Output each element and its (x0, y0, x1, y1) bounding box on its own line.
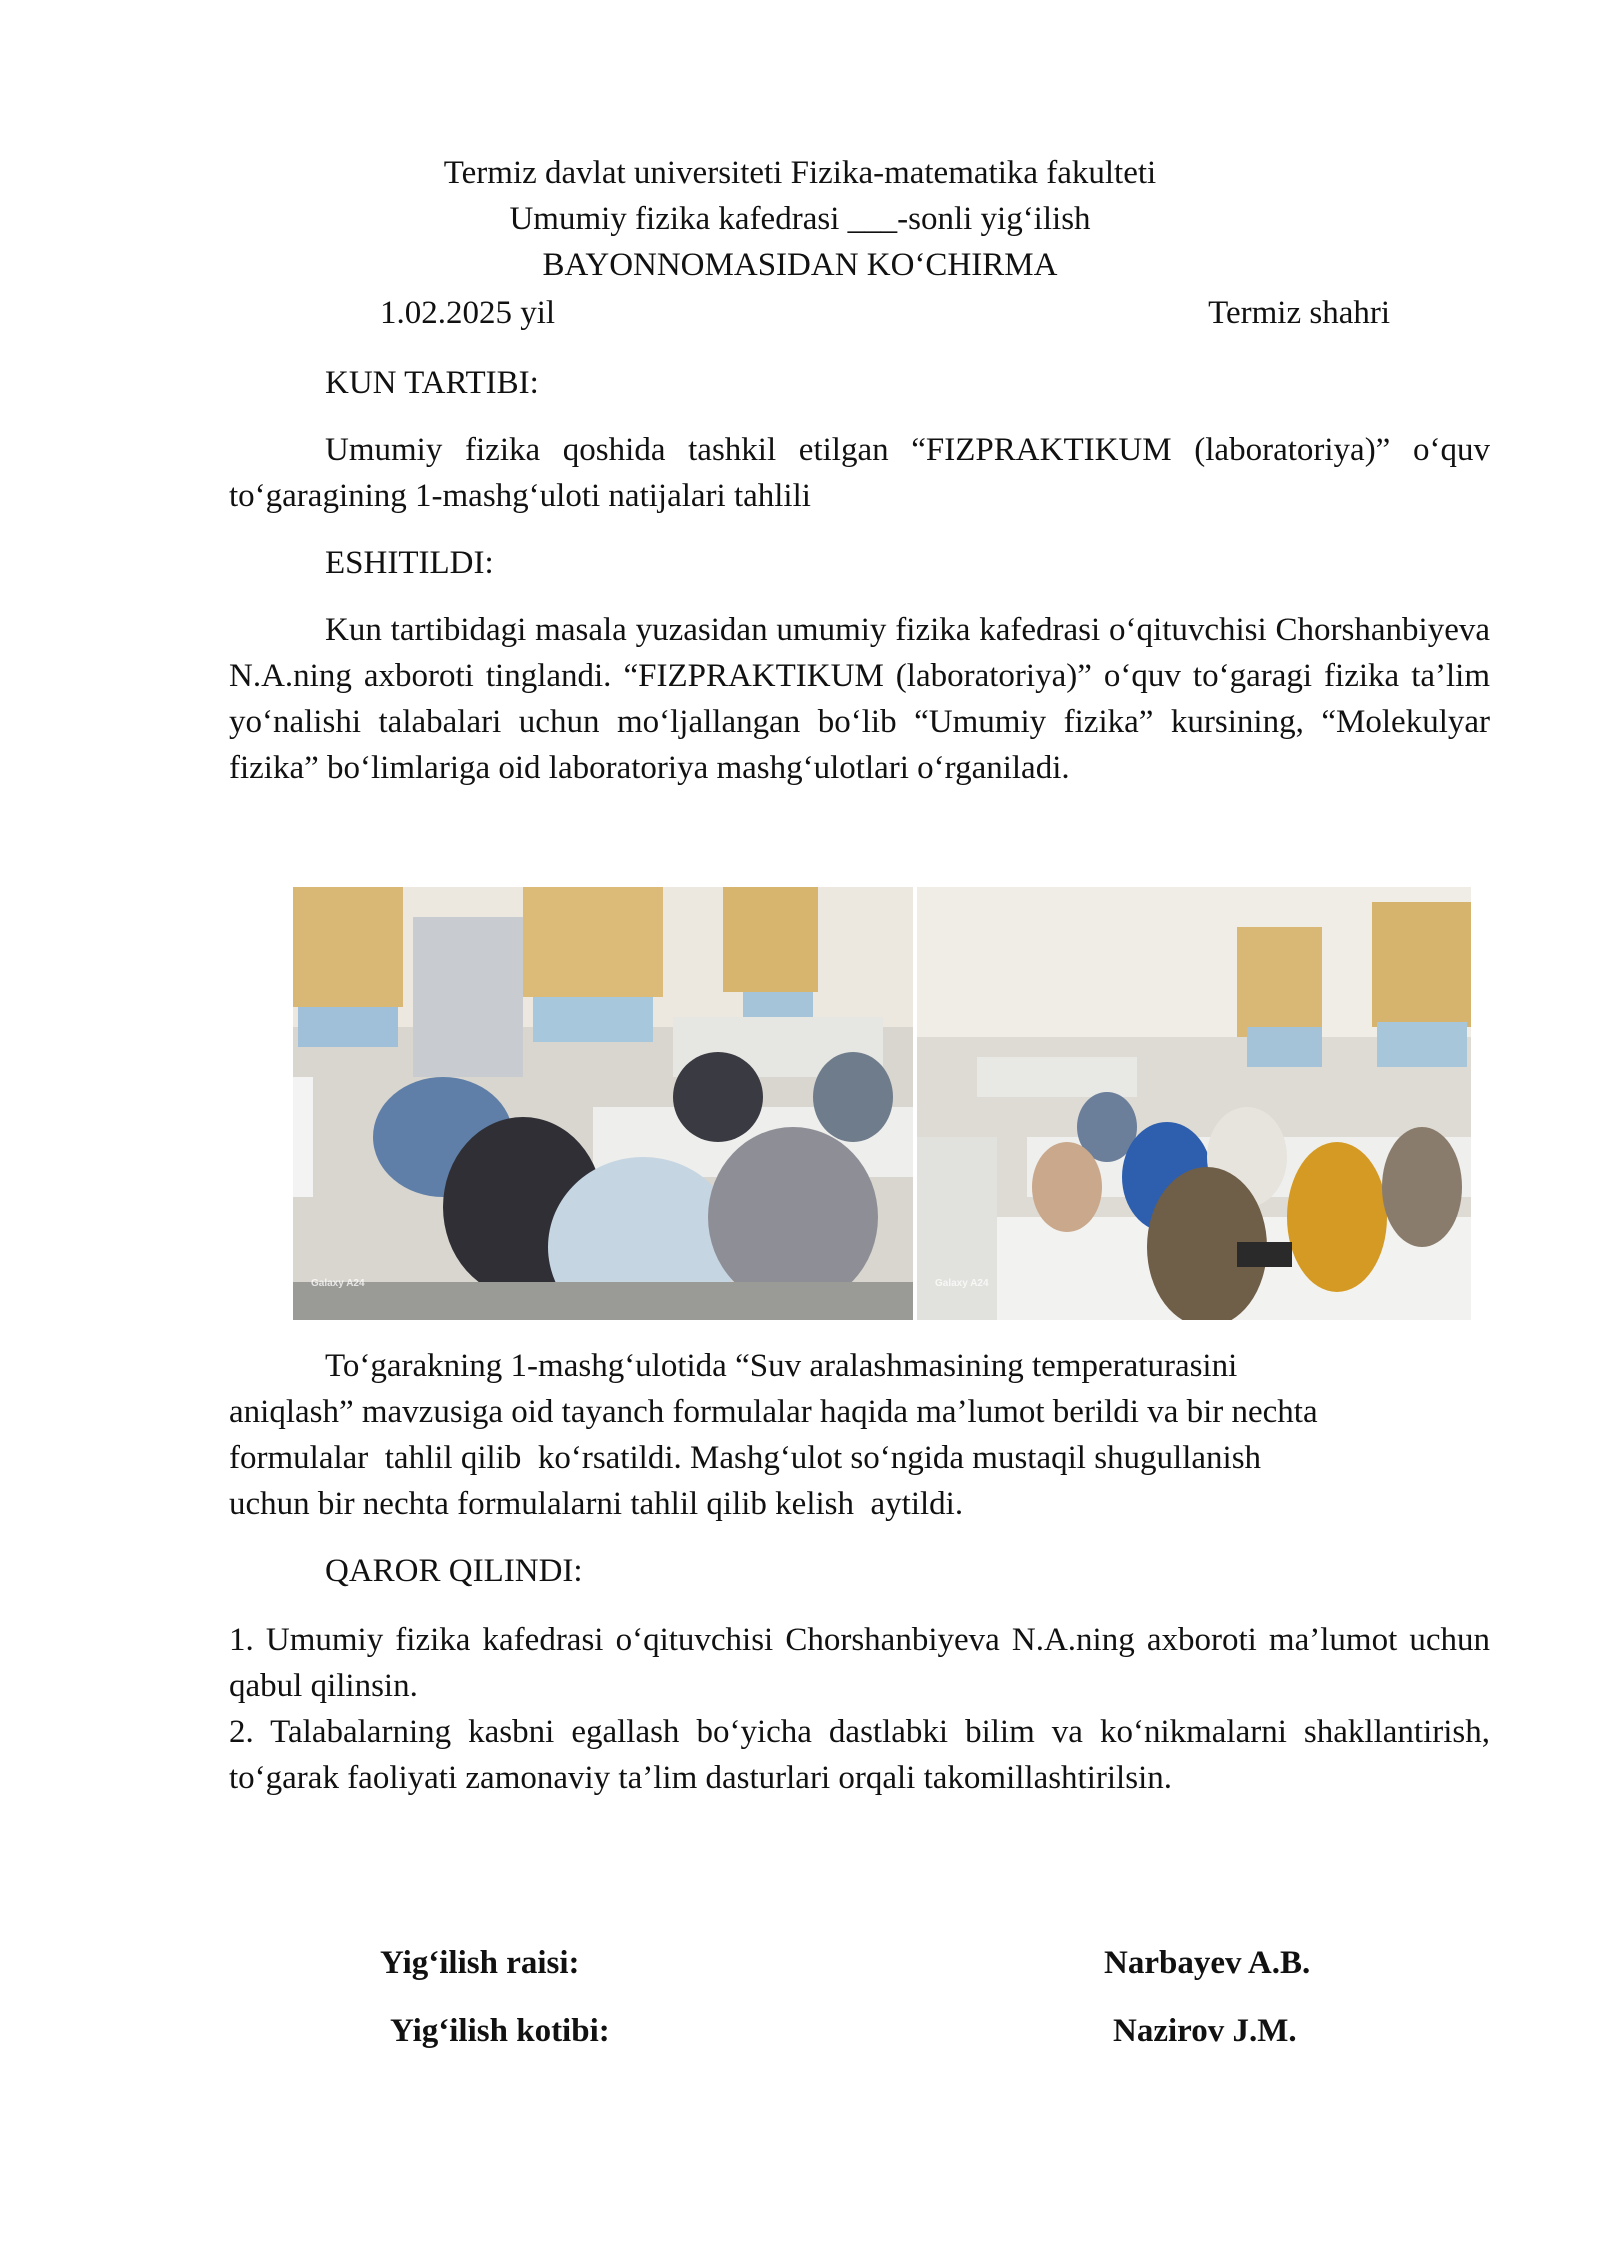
decision-heading: QAROR QILINDI: (325, 1553, 583, 1589)
dateline (380, 290, 1390, 336)
classroom-photo-right (917, 887, 1471, 1320)
signature-role: Yig‘ilish raisi: (380, 1945, 580, 1981)
classroom-photo-right-image (917, 887, 1471, 1320)
signature-role: Yig‘ilish kotibi: (390, 2013, 610, 2049)
decision-item: 1. Umumiy fizika kafedrasi o‘qituvchisi Chorshanbiyeva N.A.ning axboroti ma’lumot uchun qabul qilinsin. (229, 1622, 1490, 1704)
photo-collage (293, 887, 1471, 1320)
session-line: aniqlash” mavzusiga oid tayanch formulalar haqida ma’lumot berildi va bir nechta (229, 1394, 1318, 1430)
decision-item: 2. Talabalarning kasbni egallash bo‘yicha dastlabki bilim va ko‘nikmalarni shakllantirish, to‘garak faoliyati zamonaviy ta’lim dasturlari orqali takomillashtirilsin. (229, 1714, 1490, 1796)
camera-watermark-right: Galaxy A24 (935, 1278, 989, 1289)
session-line: To‘garakning 1-mashg‘ulotida “Suv aralashmasining temperaturasini (325, 1348, 1238, 1384)
session-line: formulalar tahlil qilib ko‘rsatildi. Mashg‘ulot so‘ngida mustaqil shugullanish (229, 1440, 1262, 1476)
signature-name: Nazirov J.M. (1113, 2013, 1297, 2049)
signature-secretary (0, 2008, 1600, 2058)
document-title: BAYONNOMASIDAN KO‘CHIRMA (542, 247, 1058, 283)
session-text (229, 1343, 1490, 1527)
document-date: 1.02.2025 yil (380, 295, 556, 331)
agenda-text: Umumiy fizika qoshida tashkil etilgan “FIZPRAKTIKUM (laboratoriya)” o‘quv to‘garagining 1-mashg‘uloti natijalari tahlili (229, 432, 1490, 514)
camera-watermark-left: Galaxy A24 (311, 1278, 365, 1289)
decision-list (229, 1617, 1490, 1801)
signature-name: Narbayev A.B. (1104, 1945, 1311, 1981)
university-line: Termiz davlat universiteti Fizika-matematika fakulteti (443, 155, 1157, 191)
heard-heading: ESHITILDI: (325, 545, 494, 581)
classroom-photo-left-image (293, 887, 913, 1320)
signature-chair (0, 1940, 1600, 1990)
session-line: uchun bir nechta formulalarni tahlil qilib kelish aytildi. (229, 1486, 964, 1522)
classroom-photo-left (293, 887, 913, 1320)
document-header (0, 150, 1600, 288)
document-place: Termiz shahri (1208, 295, 1390, 331)
agenda-heading: KUN TARTIBI: (325, 365, 539, 401)
department-line: Umumiy fizika kafedrasi ___-sonli yig‘ilish (509, 201, 1091, 237)
heard-text: Kun tartibidagi masala yuzasidan umumiy fizika kafedrasi o‘qituvchisi Chorshanbiyeva N.A.ning axboroti tinglandi. “FIZPRAKTIKUM (laboratoriya)” o‘quv to‘garagi fizika ta’lim yo‘nalishi talabalari uchun mo‘ljallangan bo‘lib “Umumiy fizika” kursining, “Molekulyar fizika” bo‘limlariga oid laboratoriya mashg‘ulotlari o‘rganiladi. (229, 612, 1490, 786)
